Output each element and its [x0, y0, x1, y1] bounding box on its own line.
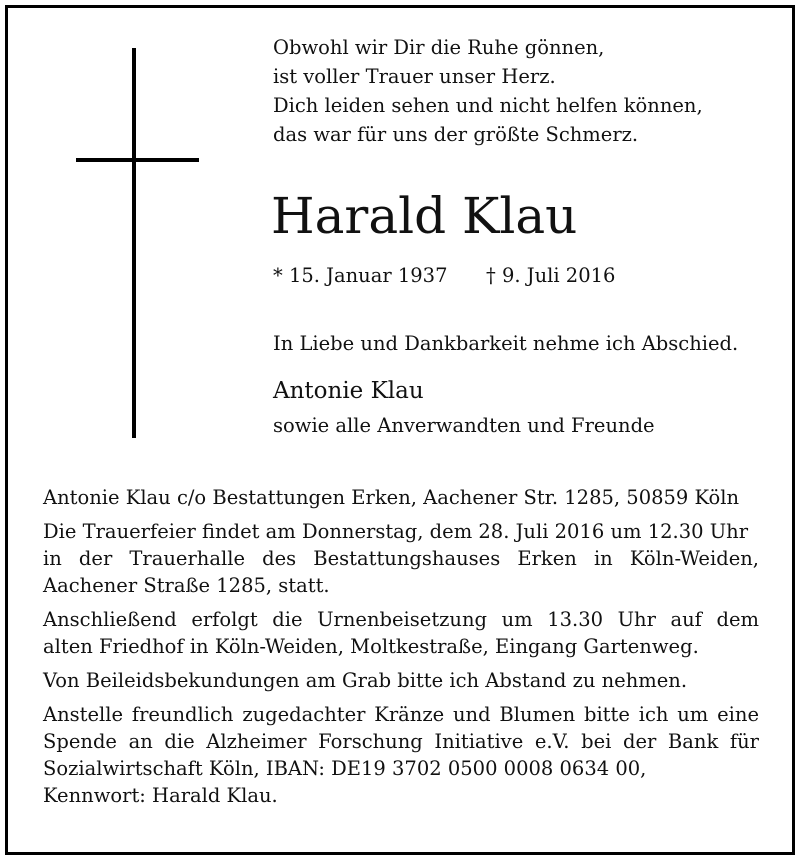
other-mourners: sowie alle Anverwandten und Freunde	[273, 414, 655, 437]
donation-line: Anstelle freundlich zugedachter Kränze und Blumen bitte ich um eine	[43, 703, 759, 726]
donation-paragraph	[43, 701, 759, 809]
poem-line: Obwohl wir Dir die Ruhe gönnen,	[273, 36, 605, 59]
burial-paragraph	[43, 606, 759, 660]
donation-line: Spende an die Alzheimer Forschung Initiative e.V. bei der Bank für	[43, 730, 759, 753]
poem-line: das war für uns der größte Schmerz.	[273, 123, 639, 146]
ceremony-paragraph	[43, 518, 759, 599]
birth-date: * 15. Januar 1937	[273, 264, 448, 287]
deceased-name: Harald Klau	[271, 187, 578, 245]
cross-icon-vertical	[132, 48, 136, 438]
mourner-name: Antonie Klau	[273, 378, 424, 404]
life-dates	[273, 262, 616, 290]
donation-line: Kennwort: Harald Klau.	[43, 784, 278, 807]
cross-icon-horizontal	[76, 158, 199, 162]
condolence-paragraph	[43, 667, 759, 694]
address-line: Antonie Klau c/o Bestattungen Erken, Aachener Str. 1285, 50859 Köln	[43, 486, 740, 509]
funeral-info	[43, 484, 759, 816]
donation-line: Sozialwirtschaft Köln, IBAN: DE19 3702 0500 0008 0634 00,	[43, 757, 647, 780]
farewell-text: In Liebe und Dankbarkeit nehme ich Abschied.	[273, 332, 739, 355]
poem-line: Dich leiden sehen und nicht helfen können,	[273, 94, 703, 117]
poem-line: ist voller Trauer unser Herz.	[273, 65, 556, 88]
ceremony-line: Die Trauerfeier findet am Donnerstag, dem 28. Juli 2016 um 12.30 Uhr	[43, 520, 749, 543]
burial-line: Anschließend erfolgt die Urnenbeisetzung um 13.30 Uhr auf dem	[43, 608, 759, 631]
condolence-line: Von Beileidsbekundungen am Grab bitte ich Abstand zu nehmen.	[43, 669, 688, 692]
burial-line: alten Friedhof in Köln-Weiden, Moltkestraße, Eingang Gartenweg.	[43, 635, 699, 658]
death-date: † 9. Juli 2016	[486, 264, 616, 287]
ceremony-line: Aachener Straße 1285, statt.	[43, 574, 330, 597]
obituary-notice	[5, 5, 795, 855]
ceremony-line: in der Trauerhalle des Bestattungshauses Erken in Köln-Weiden,	[43, 547, 759, 570]
address-paragraph	[43, 484, 759, 511]
poem	[273, 33, 703, 149]
